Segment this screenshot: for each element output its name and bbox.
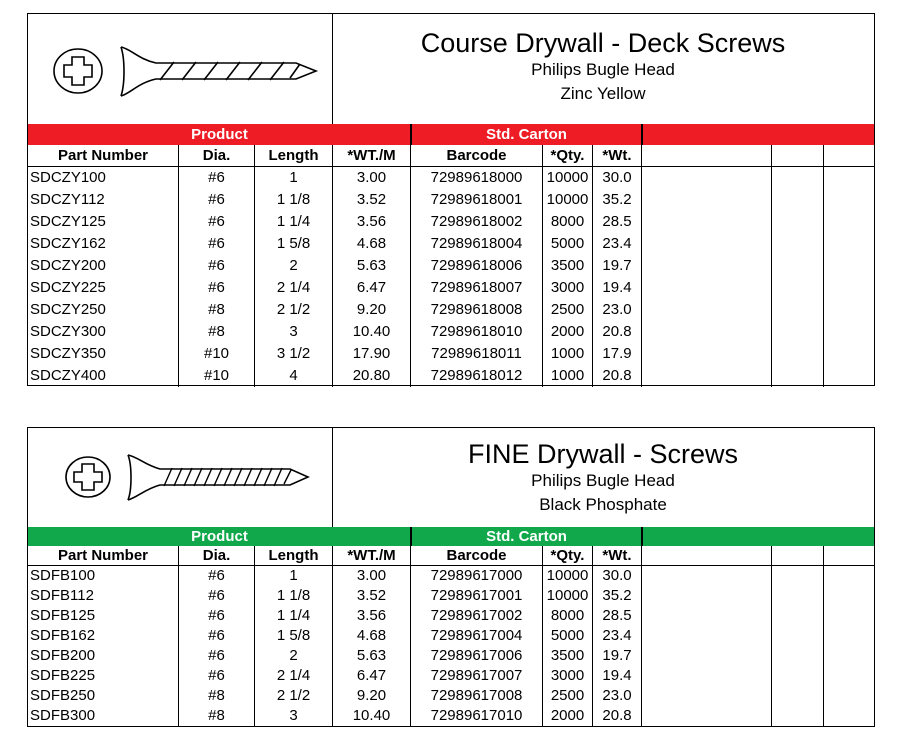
table-row bbox=[28, 189, 874, 211]
cell-empty bbox=[772, 586, 824, 606]
cell-weight-per-m: 3.00 bbox=[333, 566, 411, 586]
cell-empty bbox=[772, 706, 824, 726]
column-header-part-number: Part Number bbox=[28, 145, 179, 166]
cell-carton-weight: 20.8 bbox=[593, 321, 642, 343]
cell-empty bbox=[642, 167, 772, 189]
cell-carton-weight: 19.7 bbox=[593, 255, 642, 277]
cell-diameter: #10 bbox=[179, 365, 255, 387]
cell-empty bbox=[824, 686, 874, 706]
cell-length: 4 bbox=[255, 365, 333, 387]
table-row bbox=[28, 686, 874, 706]
cell-weight-per-m: 5.63 bbox=[333, 255, 411, 277]
cell-weight-per-m: 3.52 bbox=[333, 586, 411, 606]
cell-weight-per-m: 20.80 bbox=[333, 365, 411, 387]
column-header-length: Length bbox=[255, 546, 333, 565]
cell-carton-weight: 28.5 bbox=[593, 211, 642, 233]
cell-empty bbox=[772, 626, 824, 646]
cell-diameter: #6 bbox=[179, 586, 255, 606]
cell-carton-qty: 3000 bbox=[543, 277, 593, 299]
cell-empty bbox=[772, 646, 824, 666]
cell-weight-per-m: 3.56 bbox=[333, 211, 411, 233]
table-subtitle-head: Philips Bugle Head bbox=[531, 60, 675, 79]
cell-diameter: #10 bbox=[179, 343, 255, 365]
cell-empty bbox=[824, 646, 874, 666]
cell-barcode: 72989617008 bbox=[411, 686, 543, 706]
cell-empty bbox=[642, 299, 772, 321]
cell-barcode: 72989618006 bbox=[411, 255, 543, 277]
cell-empty bbox=[824, 626, 874, 646]
column-header-barcode: Barcode bbox=[411, 546, 543, 565]
cell-carton-qty: 5000 bbox=[543, 626, 593, 646]
cell-barcode: 72989617000 bbox=[411, 566, 543, 586]
cell-carton-weight: 23.4 bbox=[593, 233, 642, 255]
cell-part-number: SDCZY162 bbox=[28, 233, 179, 255]
cell-carton-qty: 1000 bbox=[543, 343, 593, 365]
cell-empty bbox=[824, 586, 874, 606]
cell-part-number: SDCZY200 bbox=[28, 255, 179, 277]
cell-empty bbox=[642, 586, 772, 606]
cell-length: 1 5/8 bbox=[255, 626, 333, 646]
cell-length: 3 1/2 bbox=[255, 343, 333, 365]
column-header-empty bbox=[824, 145, 874, 166]
cell-empty bbox=[642, 277, 772, 299]
cell-diameter: #6 bbox=[179, 233, 255, 255]
cell-length: 3 bbox=[255, 706, 333, 726]
cell-empty bbox=[824, 255, 874, 277]
cell-empty bbox=[642, 233, 772, 255]
cell-part-number: SDFB200 bbox=[28, 646, 179, 666]
cell-carton-weight: 23.0 bbox=[593, 299, 642, 321]
cell-part-number: SDFB225 bbox=[28, 666, 179, 686]
cell-part-number: SDFB125 bbox=[28, 606, 179, 626]
cell-empty bbox=[824, 343, 874, 365]
cell-barcode: 72989617002 bbox=[411, 606, 543, 626]
table-row bbox=[28, 606, 874, 626]
table-row bbox=[28, 299, 874, 321]
cell-part-number: SDCZY100 bbox=[28, 167, 179, 189]
cell-empty bbox=[824, 277, 874, 299]
cell-carton-qty: 10000 bbox=[543, 189, 593, 211]
column-header-carton-weight: *Wt. bbox=[593, 145, 642, 166]
cell-carton-weight: 35.2 bbox=[593, 189, 642, 211]
column-header-length: Length bbox=[255, 145, 333, 166]
cell-empty bbox=[772, 299, 824, 321]
cell-empty bbox=[642, 321, 772, 343]
cell-empty bbox=[642, 189, 772, 211]
table-row bbox=[28, 255, 874, 277]
cell-empty bbox=[824, 321, 874, 343]
band-product-label: Product bbox=[191, 528, 248, 545]
cell-length: 1 1/4 bbox=[255, 211, 333, 233]
cell-weight-per-m: 3.00 bbox=[333, 167, 411, 189]
cell-empty bbox=[772, 606, 824, 626]
table-row bbox=[28, 566, 874, 586]
cell-diameter: #6 bbox=[179, 167, 255, 189]
cell-carton-weight: 23.4 bbox=[593, 626, 642, 646]
cell-weight-per-m: 9.20 bbox=[333, 299, 411, 321]
cell-diameter: #8 bbox=[179, 706, 255, 726]
cell-barcode: 72989618007 bbox=[411, 277, 543, 299]
cell-length: 3 bbox=[255, 321, 333, 343]
cell-diameter: #6 bbox=[179, 189, 255, 211]
column-header-barcode: Barcode bbox=[411, 145, 543, 166]
cell-empty bbox=[772, 686, 824, 706]
cell-weight-per-m: 10.40 bbox=[333, 706, 411, 726]
cell-part-number: SDFB162 bbox=[28, 626, 179, 646]
cell-empty bbox=[772, 189, 824, 211]
cell-diameter: #6 bbox=[179, 626, 255, 646]
cell-carton-weight: 20.8 bbox=[593, 365, 642, 387]
cell-empty bbox=[642, 686, 772, 706]
cell-diameter: #6 bbox=[179, 277, 255, 299]
cell-barcode: 72989617006 bbox=[411, 646, 543, 666]
cell-empty bbox=[824, 189, 874, 211]
cell-barcode: 72989617007 bbox=[411, 666, 543, 686]
cell-barcode: 72989618004 bbox=[411, 233, 543, 255]
cell-part-number: SDCZY225 bbox=[28, 277, 179, 299]
cell-length: 2 bbox=[255, 646, 333, 666]
cell-length: 2 bbox=[255, 255, 333, 277]
table-row bbox=[28, 666, 874, 686]
cell-diameter: #6 bbox=[179, 646, 255, 666]
cell-length: 2 1/4 bbox=[255, 666, 333, 686]
cell-empty bbox=[824, 606, 874, 626]
cell-length: 2 1/2 bbox=[255, 686, 333, 706]
column-header-empty bbox=[642, 546, 772, 565]
table-row bbox=[28, 706, 874, 726]
table-title: Course Drywall - Deck Screws bbox=[420, 28, 786, 58]
cell-carton-qty: 3500 bbox=[543, 646, 593, 666]
cell-diameter: #6 bbox=[179, 211, 255, 233]
band-carton-label: Std. Carton bbox=[486, 528, 567, 545]
band-divider bbox=[641, 124, 643, 145]
cell-carton-qty: 8000 bbox=[543, 211, 593, 233]
cell-length: 1 1/4 bbox=[255, 606, 333, 626]
table-subtitle-finish: Zinc Yellow bbox=[560, 84, 646, 103]
table-row bbox=[28, 586, 874, 606]
cell-weight-per-m: 6.47 bbox=[333, 666, 411, 686]
column-header-diameter: Dia. bbox=[179, 546, 255, 565]
cell-empty bbox=[772, 277, 824, 299]
cell-empty bbox=[642, 211, 772, 233]
cell-weight-per-m: 4.68 bbox=[333, 626, 411, 646]
cell-carton-weight: 30.0 bbox=[593, 566, 642, 586]
product-table-fine bbox=[27, 427, 875, 727]
column-header-part-number: Part Number bbox=[28, 546, 179, 565]
cell-carton-qty: 3500 bbox=[543, 255, 593, 277]
column-header-weight-per-m: *WT./M bbox=[333, 546, 411, 565]
cell-empty bbox=[772, 233, 824, 255]
cell-carton-qty: 2000 bbox=[543, 706, 593, 726]
cell-barcode: 72989618008 bbox=[411, 299, 543, 321]
cell-part-number: SDCZY250 bbox=[28, 299, 179, 321]
cell-diameter: #8 bbox=[179, 321, 255, 343]
cell-empty bbox=[824, 299, 874, 321]
table-grid bbox=[28, 145, 874, 387]
cell-part-number: SDCZY300 bbox=[28, 321, 179, 343]
cell-barcode: 72989618000 bbox=[411, 167, 543, 189]
cell-empty bbox=[642, 606, 772, 626]
cell-carton-weight: 19.7 bbox=[593, 646, 642, 666]
cell-carton-qty: 10000 bbox=[543, 566, 593, 586]
table-subtitle-head: Philips Bugle Head bbox=[531, 471, 675, 490]
table-row bbox=[28, 365, 874, 387]
cell-length: 1 bbox=[255, 566, 333, 586]
cell-empty bbox=[642, 255, 772, 277]
cell-carton-weight: 20.8 bbox=[593, 706, 642, 726]
table-row bbox=[28, 167, 874, 189]
cell-barcode: 72989618001 bbox=[411, 189, 543, 211]
table-row bbox=[28, 277, 874, 299]
cell-diameter: #6 bbox=[179, 666, 255, 686]
column-header-row bbox=[28, 546, 874, 566]
cell-part-number: SDFB250 bbox=[28, 686, 179, 706]
cell-weight-per-m: 17.90 bbox=[333, 343, 411, 365]
cell-empty bbox=[772, 343, 824, 365]
cell-empty bbox=[824, 706, 874, 726]
cell-carton-qty: 1000 bbox=[543, 365, 593, 387]
band-divider bbox=[410, 124, 412, 145]
table-subtitle-finish: Black Phosphate bbox=[539, 495, 667, 514]
cell-barcode: 72989618011 bbox=[411, 343, 543, 365]
cell-empty bbox=[772, 321, 824, 343]
cell-barcode: 72989617001 bbox=[411, 586, 543, 606]
band-product-label: Product bbox=[191, 126, 248, 143]
cell-weight-per-m: 10.40 bbox=[333, 321, 411, 343]
cell-weight-per-m: 4.68 bbox=[333, 233, 411, 255]
cell-empty bbox=[642, 626, 772, 646]
cell-carton-weight: 35.2 bbox=[593, 586, 642, 606]
cell-carton-qty: 3000 bbox=[543, 666, 593, 686]
cell-weight-per-m: 6.47 bbox=[333, 277, 411, 299]
cell-carton-qty: 8000 bbox=[543, 606, 593, 626]
cell-diameter: #6 bbox=[179, 566, 255, 586]
cell-carton-qty: 10000 bbox=[543, 167, 593, 189]
column-header-empty bbox=[772, 546, 824, 565]
cell-carton-qty: 10000 bbox=[543, 586, 593, 606]
cell-empty bbox=[772, 211, 824, 233]
cell-length: 1 1/8 bbox=[255, 586, 333, 606]
cell-part-number: SDCZY350 bbox=[28, 343, 179, 365]
table-title: FINE Drywall - Screws bbox=[467, 439, 738, 469]
cell-barcode: 72989617010 bbox=[411, 706, 543, 726]
table-grid bbox=[28, 546, 874, 726]
cell-part-number: SDCZY400 bbox=[28, 365, 179, 387]
cell-diameter: #6 bbox=[179, 606, 255, 626]
cell-empty bbox=[824, 167, 874, 189]
table-row bbox=[28, 626, 874, 646]
cell-barcode: 72989618002 bbox=[411, 211, 543, 233]
cell-empty bbox=[824, 566, 874, 586]
cell-part-number: SDFB300 bbox=[28, 706, 179, 726]
cell-empty bbox=[642, 666, 772, 686]
cell-diameter: #6 bbox=[179, 255, 255, 277]
cell-empty bbox=[824, 211, 874, 233]
screw-illustration bbox=[28, 14, 333, 124]
cell-part-number: SDFB100 bbox=[28, 566, 179, 586]
column-header-weight-per-m: *WT./M bbox=[333, 145, 411, 166]
section-band bbox=[28, 124, 874, 145]
column-header-empty bbox=[824, 546, 874, 565]
cell-carton-weight: 30.0 bbox=[593, 167, 642, 189]
title-block bbox=[332, 428, 874, 527]
cell-empty bbox=[642, 343, 772, 365]
coarse-screw-icon bbox=[28, 14, 332, 124]
band-carton-label: Std. Carton bbox=[486, 126, 567, 143]
cell-carton-qty: 2000 bbox=[543, 321, 593, 343]
cell-empty bbox=[642, 646, 772, 666]
cell-length: 1 bbox=[255, 167, 333, 189]
cell-length: 1 5/8 bbox=[255, 233, 333, 255]
cell-empty bbox=[772, 167, 824, 189]
cell-weight-per-m: 3.52 bbox=[333, 189, 411, 211]
table-header bbox=[28, 428, 874, 528]
column-header-diameter: Dia. bbox=[179, 145, 255, 166]
cell-diameter: #8 bbox=[179, 299, 255, 321]
cell-carton-qty: 2500 bbox=[543, 299, 593, 321]
cell-carton-weight: 19.4 bbox=[593, 666, 642, 686]
cell-empty bbox=[824, 233, 874, 255]
column-header-carton-weight: *Wt. bbox=[593, 546, 642, 565]
table-row bbox=[28, 211, 874, 233]
cell-weight-per-m: 9.20 bbox=[333, 686, 411, 706]
cell-carton-weight: 19.4 bbox=[593, 277, 642, 299]
section-band bbox=[28, 527, 874, 546]
table-row bbox=[28, 233, 874, 255]
cell-diameter: #8 bbox=[179, 686, 255, 706]
cell-length: 1 1/8 bbox=[255, 189, 333, 211]
cell-length: 2 1/2 bbox=[255, 299, 333, 321]
cell-empty bbox=[642, 706, 772, 726]
table-row bbox=[28, 343, 874, 365]
cell-barcode: 72989618010 bbox=[411, 321, 543, 343]
cell-barcode: 72989617004 bbox=[411, 626, 543, 646]
cell-empty bbox=[772, 255, 824, 277]
fine-screw-icon bbox=[28, 428, 332, 527]
cell-carton-qty: 2500 bbox=[543, 686, 593, 706]
cell-length: 2 1/4 bbox=[255, 277, 333, 299]
column-header-empty bbox=[772, 145, 824, 166]
cell-part-number: SDFB112 bbox=[28, 586, 179, 606]
title-block bbox=[332, 14, 874, 124]
column-header-carton-qty: *Qty. bbox=[543, 145, 593, 166]
cell-part-number: SDCZY112 bbox=[28, 189, 179, 211]
cell-carton-weight: 28.5 bbox=[593, 606, 642, 626]
cell-part-number: SDCZY125 bbox=[28, 211, 179, 233]
cell-empty bbox=[772, 566, 824, 586]
cell-carton-weight: 17.9 bbox=[593, 343, 642, 365]
band-divider bbox=[641, 527, 643, 546]
table-row bbox=[28, 646, 874, 666]
cell-weight-per-m: 3.56 bbox=[333, 606, 411, 626]
table-header bbox=[28, 14, 874, 125]
cell-empty bbox=[642, 365, 772, 387]
table-row bbox=[28, 321, 874, 343]
column-header-row bbox=[28, 145, 874, 167]
cell-carton-qty: 5000 bbox=[543, 233, 593, 255]
cell-barcode: 72989618012 bbox=[411, 365, 543, 387]
screw-illustration bbox=[28, 428, 333, 527]
cell-empty bbox=[824, 365, 874, 387]
product-table-coarse bbox=[27, 13, 875, 386]
column-header-carton-qty: *Qty. bbox=[543, 546, 593, 565]
cell-empty bbox=[772, 666, 824, 686]
cell-empty bbox=[642, 566, 772, 586]
cell-empty bbox=[772, 365, 824, 387]
cell-empty bbox=[824, 666, 874, 686]
column-header-empty bbox=[642, 145, 772, 166]
band-divider bbox=[410, 527, 412, 546]
cell-weight-per-m: 5.63 bbox=[333, 646, 411, 666]
cell-carton-weight: 23.0 bbox=[593, 686, 642, 706]
